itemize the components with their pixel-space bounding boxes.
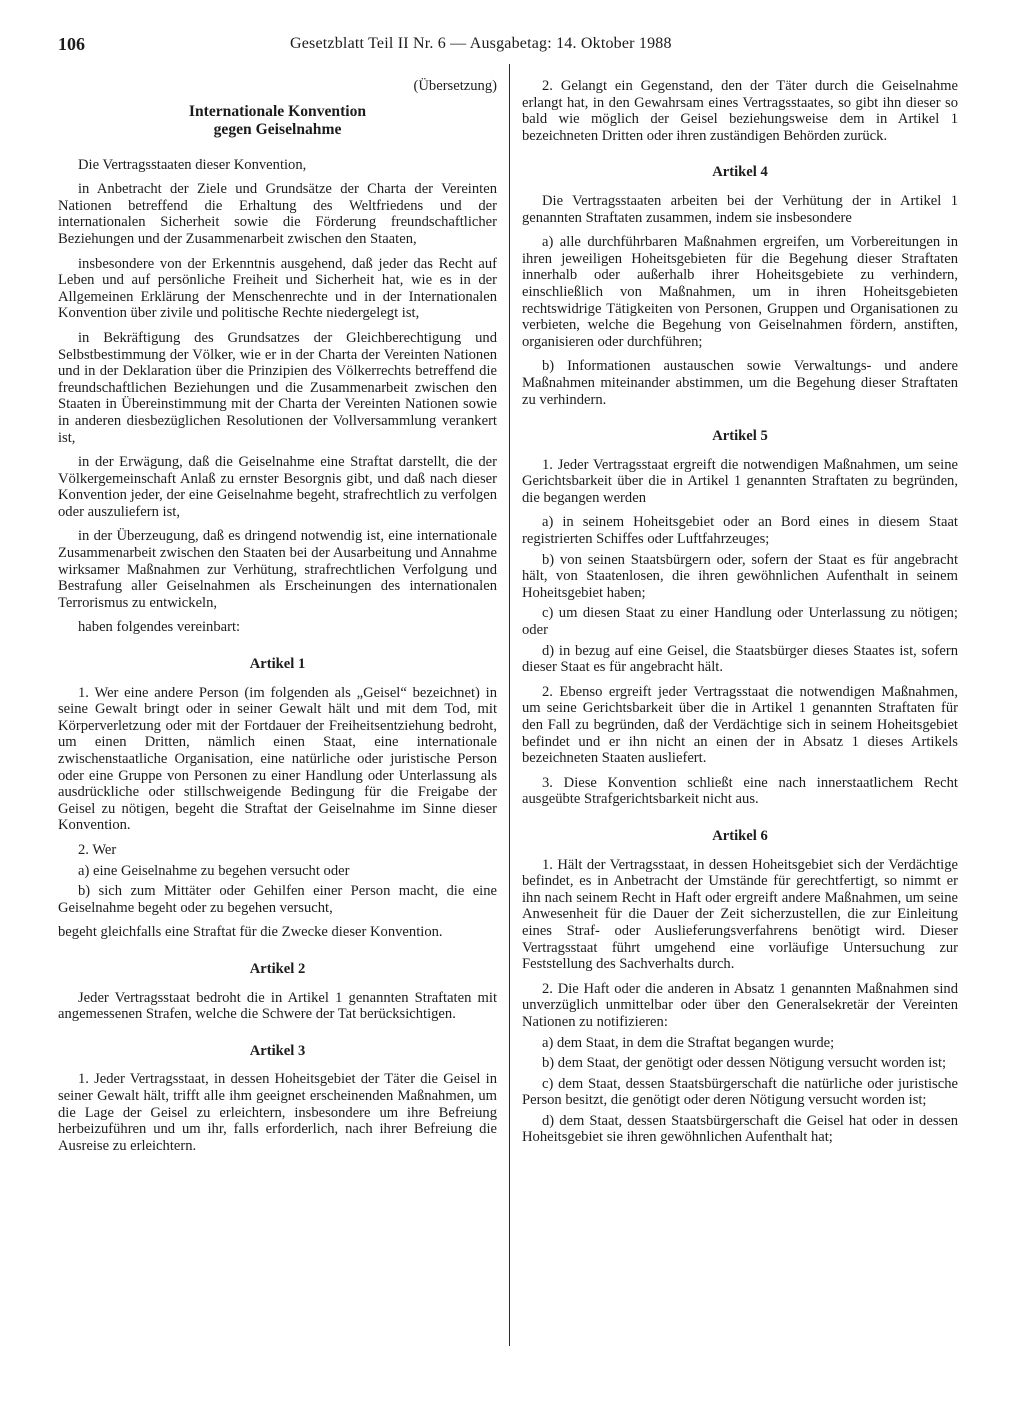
article-heading: Artikel 5 bbox=[712, 428, 768, 445]
document-title bbox=[58, 103, 497, 139]
document-title-line-2: gegen Geiselnahme bbox=[213, 120, 342, 138]
article-heading: Artikel 3 bbox=[249, 1042, 306, 1059]
article-list-item: b) sich zum Mittäter oder Gehilfen einer Person macht, die eine Geiselnahme begeht oder zu begehen versucht, bbox=[58, 883, 497, 916]
article-list-item: a) in seinem Hoheitsgebiet oder an Bord eines in diesem Staat registrierten Schiffes oder Luftfahrzeuges; bbox=[522, 514, 958, 548]
article-paragraph: 1. Jeder Vertragsstaat, in dessen Hoheitsgebiet der Täter die Geisel in seiner Gewalt hält, trifft alle ihm geeignet erscheinenden Maßnahmen, um die Lage der Geisel zu erleichtern, insbesondere um ihre Befreiung herbeizuführen und um ihr, falls erforderlich, nach ihrer Befreiung die Ausreise zu erleichtern. bbox=[58, 1071, 497, 1154]
article-paragraph: 2. Wer bbox=[78, 841, 117, 858]
page-number: 106 bbox=[58, 34, 85, 54]
article-paragraph: 1. Hält der Vertragsstaat, in dessen Hoheitsgebiet sich der Verdächtige befindet, es in Anbetracht der Umstände für gerechtfertigt, so nimmt er ihn nach seinem Recht in Haft oder ergreift andere Maßnahmen, um seine Anwesenheit für die Dauer der Zeit sicherzustellen, die zur Einleitung eines Straf- oder Auslieferungsverfahrens benötigt wird. Dieser Vertragsstaat führt umgehend eine vorläufige Untersuchung zur Feststellung des Sachverhalts durch. bbox=[522, 856, 958, 973]
article-list-item: a) dem Staat, in dem die Straftat begangen wurde; bbox=[542, 1034, 835, 1051]
preamble-paragraph: haben folgendes vereinbart: bbox=[78, 619, 241, 636]
article-heading: Artikel 4 bbox=[712, 164, 768, 181]
article-paragraph: 1. Jeder Vertragsstaat ergreift die notwendigen Maßnahmen, um seine Gerichtsbarkeit über die in Artikel 1 genannten Straftaten zu begründen, die begangen werden bbox=[522, 456, 958, 506]
page-header bbox=[58, 34, 958, 60]
article-list-item: b) dem Staat, der genötigt oder dessen Nötigung versucht worden ist; bbox=[542, 1055, 947, 1072]
right-column bbox=[522, 78, 958, 1150]
article-paragraph: 3. Diese Konvention schließt eine nach innerstaatlichem Recht ausgeübte Strafgerichtsbarkeit nicht aus. bbox=[522, 774, 958, 808]
preamble-paragraph: Die Vertragsstaaten dieser Konvention, bbox=[78, 156, 307, 173]
article-paragraph: Jeder Vertragsstaat bedroht die in Artikel 1 genannten Straftaten mit angemessenen Strafen, welche die Schwere der Tat berücksichtigen. bbox=[58, 989, 497, 1023]
article-list-item: d) in bezug auf eine Geisel, die Staatsbürger dieses Staates ist, sofern dieser Staat es für angebracht hält. bbox=[522, 642, 958, 676]
article-list-item: b) Informationen austauschen sowie Verwaltungs- und andere Maßnahmen miteinander abstimmen, um die Begehung dieser Straftaten zu verhindern. bbox=[522, 358, 958, 408]
article-heading: Artikel 6 bbox=[712, 827, 768, 844]
article-paragraph: 2. Ebenso ergreift jeder Vertragsstaat die notwendigen Maßnahmen, um seine Gerichtsbarkeit über die in Artikel 1 genannten Straftaten für den Fall zu begründen, daß der Verdächtige sich in seinem Hoheitsgebiet befindet und er ihn nicht an einen der in Absatz 1 dieses Artikels bezeichneten Staaten ausliefert. bbox=[522, 683, 958, 767]
document-title-line-1: Internationale Konvention bbox=[188, 102, 367, 120]
running-head: Gesetzblatt Teil II Nr. 6 — Ausgabetag: 14. Oktober 1988 bbox=[290, 35, 672, 52]
left-column bbox=[58, 78, 497, 1162]
article-list-item: a) eine Geiselnahme zu begehen versucht oder bbox=[78, 862, 350, 879]
article-paragraph: Die Vertragsstaaten arbeiten bei der Verhütung der in Artikel 1 genannten Straftaten zusammen, indem sie insbesondere bbox=[522, 192, 958, 226]
article-list-item: c) dem Staat, dessen Staatsbürgerschaft die natürliche oder juristische Person besitzt, die genötigt oder deren Nötigung versucht worden ist; bbox=[522, 1075, 958, 1109]
column-divider bbox=[509, 64, 510, 1346]
article-list-item: d) dem Staat, dessen Staatsbürgerschaft die Geisel hat oder in dessen Hoheitsgebiet sie ihren gewöhnlichen Aufenthalt hat; bbox=[522, 1112, 958, 1146]
article-list-item: a) alle durchführbaren Maßnahmen ergreifen, um Vorbereitungen in ihren jeweiligen Hoheitsgebieten für die Begehung dieser Straftaten innerhalb oder außerhalb ihrer Hoheitsgebiete zu verhindern, einschließlich von Maßnahmen, um in ihren Hoheitsgebieten rechtswidrige Tätigkeiten von Personen, Gruppen und Organisationen zu verbieten, welche die Begehung von Geiselnahmen fördern, anstiften, organisieren oder durchführen; bbox=[522, 234, 958, 350]
article-paragraph: 2. Gelangt ein Gegenstand, den der Täter durch die Geiselnahme erlangt hat, in den Gewahrsam eines Vertragsstaates, so gibt ihn dieser so bald wie möglich der Geisel beziehungsweise dem in Artikel 1 bezeichneten Dritten oder ihren zuständigen Behörden zurück. bbox=[522, 78, 958, 144]
article-paragraph: begeht gleichfalls eine Straftat für die Zwecke dieser Konvention. bbox=[58, 924, 443, 941]
article-heading: Artikel 1 bbox=[249, 656, 306, 673]
article-paragraph: 2. Die Haft oder die anderen in Absatz 1 genannten Maßnahmen sind unverzüglich unmittelbar oder über den Generalsekretär der Vereinten Nationen zu notifizieren: bbox=[522, 980, 958, 1030]
preamble-paragraph: in der Überzeugung, daß es dringend notwendig ist, eine internationale Zusammenarbeit zwischen den Staaten bei der Ausarbeitung und Annahme wirksamer Maßnahmen zur Verhütung, strafrechtlichen Verfolgung und Bestrafung aller Geiselnahmen als Erscheinungen des internationalen Terrorismus zu entwickeln, bbox=[58, 528, 497, 611]
article-list-item: b) von seinen Staatsbürgern oder, sofern der Staat es für angebracht hält, von Staatenlosen, die ihren gewöhnlichen Aufenthalt in seinem Hoheitsgebiet haben; bbox=[522, 551, 958, 601]
preamble-paragraph: in Bekräftigung des Grundsatzes der Gleichberechtigung und Selbstbestimmung der Völker, wie er in der Charta der Vereinten Nationen und in der Deklaration über die Prinzipien des Völkerrechts betreffend die freundschaftlichen Beziehungen und die Zusammenarbeit zwischen den Staaten in Übereinstimmung mit der Charta der Vereinten Nationen sowie in anderen diesbezüglichen Resolutionen der Vollversammlung verankert ist, bbox=[58, 329, 497, 446]
article-heading: Artikel 2 bbox=[249, 960, 306, 977]
article-paragraph: 1. Wer eine andere Person (im folgenden als „Geisel“ bezeichnet) in seine Gewalt bringt oder in seiner Gewalt hält und mit dem Tod, mit Körperverletzung oder mit der Fortdauer der Freiheitsentziehung bedroht, um einen Dritten, nämlich einen Staat, eine internationale zwischenstaatliche Organisation, eine natürliche oder juristische Person oder eine Gruppe von Personen zu einer Handlung oder Unterlassung als ausdrückliche oder stillschweigende Bedingung für die Freigabe der Geisel zu nötigen, begeht die Straftat der Geiselnahme im Sinne dieser Konvention. bbox=[58, 684, 497, 834]
article-list-item: c) um diesen Staat zu einer Handlung oder Unterlassung zu nötigen; oder bbox=[522, 605, 958, 639]
preamble-paragraph: in der Erwägung, daß die Geiselnahme eine Straftat darstellt, die der Völkergemeinschaft Anlaß zu ernster Besorgnis gibt, und daß nach dieser Konvention jeder, der eine Geiselnahme begeht, strafrechtlich zu verfolgen oder auszuliefern ist, bbox=[58, 454, 497, 520]
translation-note: (Übersetzung) bbox=[413, 78, 497, 94]
preamble-paragraph: in Anbetracht der Ziele und Grundsätze der Charta der Vereinten Nationen betreffend die Erhaltung des Weltfriedens und der internationalen Sicherheit sowie die Förderung freundschaftlicher Beziehungen und der Zusammenarbeit zwischen den Staaten, bbox=[58, 181, 497, 247]
preamble-paragraph: insbesondere von der Erkenntnis ausgehend, daß jeder das Recht auf Leben und auf persönliche Freiheit und Sicherheit hat, wie es in der Allgemeinen Erklärung der Menschenrechte und in der Internationalen Konvention über zivile und politische Rechte niedergelegt ist, bbox=[58, 255, 497, 322]
